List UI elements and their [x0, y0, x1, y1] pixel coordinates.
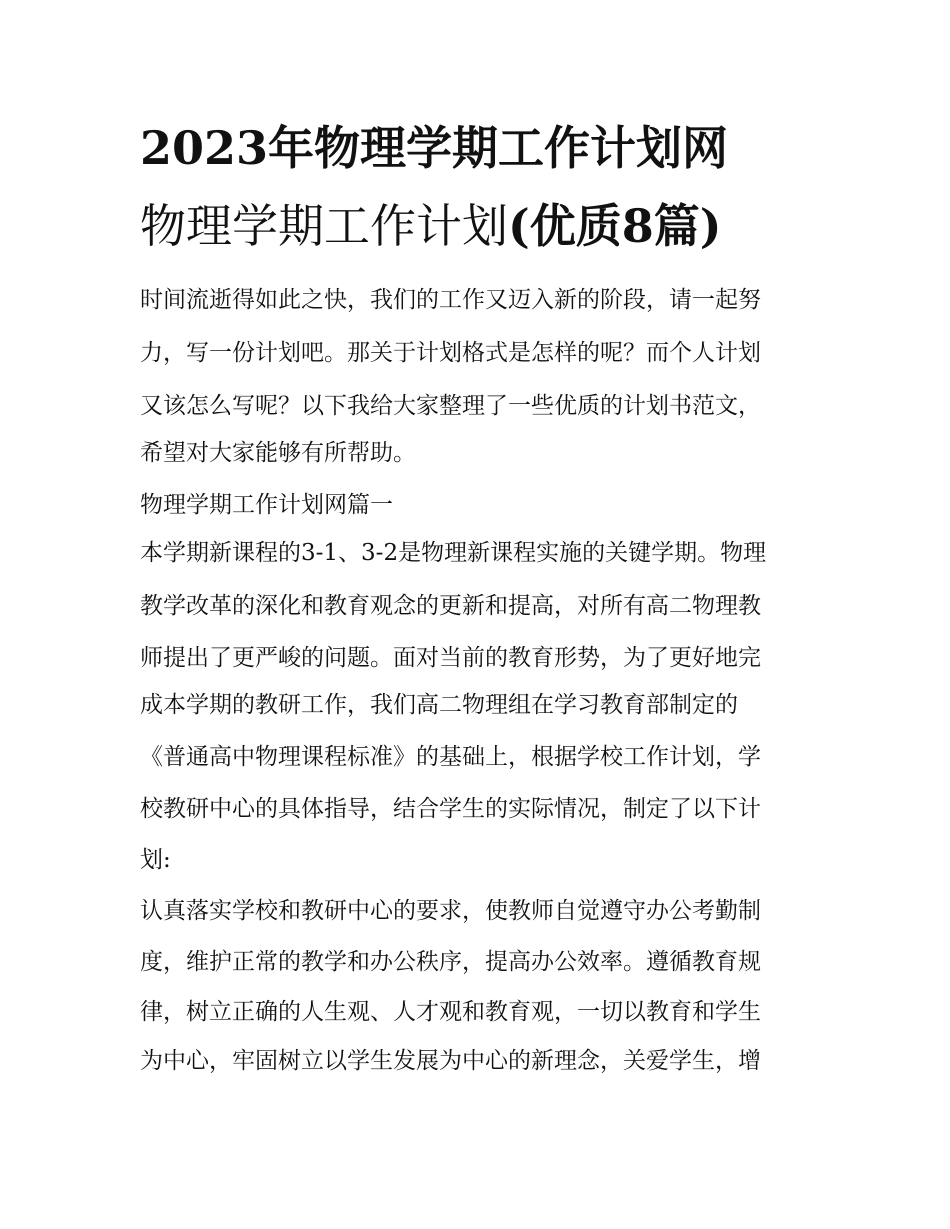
- title-line-2-suffix: (优质8篇): [508, 199, 722, 253]
- paragraph-1-line: 《普通高中物理课程标准》的基础上，根据学校工作计划，学: [140, 744, 761, 770]
- paragraph-1-line: 成本学期的教研工作，我们高二物理组在学习教育部制定的: [140, 692, 738, 718]
- intro-line: 又该怎么写呢？以下我给大家整理了一些优质的计划书范文，: [140, 393, 761, 419]
- paragraph-2-line: 认真落实学校和教研中心的要求，使教师自觉遵守办公考勤制: [140, 898, 761, 924]
- paragraph-1-line: 本学期新课程的3-1、3-2是物理新课程实施的关键学期。物理: [140, 540, 767, 566]
- title-line-2-text: 物理学期工作计划: [140, 199, 508, 253]
- paragraph-2-line: 度，维护正常的教学和办公秩序，提高办公效率。遵循教育规: [140, 949, 761, 975]
- intro-line: 力，写一份计划吧。那关于计划格式是怎样的呢？而个人计划: [140, 340, 761, 366]
- paragraph-1-line: 师提出了更严峻的问题。面对当前的教育形势，为了更好地完: [140, 645, 761, 671]
- paragraph-1-line: 教学改革的深化和教育观念的更新和提高，对所有高二物理教: [140, 593, 761, 619]
- intro-line: 时间流逝得如此之快，我们的工作又迈入新的阶段，请一起努: [140, 287, 761, 313]
- paragraph-1-line: 划:: [140, 847, 171, 873]
- paragraph-1-line: 校教研中心的具体指导，结合学生的实际情况，制定了以下计: [140, 796, 761, 822]
- document-title-line-1: 2023年物理学期工作计划网: [140, 121, 729, 175]
- section-heading: 物理学期工作计划网篇一: [140, 492, 393, 518]
- paragraph-2-line: 律，树立正确的人生观、人才观和教育观，一切以教育和学生: [140, 999, 761, 1025]
- intro-line: 希望对大家能够有所帮助。: [140, 440, 416, 466]
- document-title-line-2: [140, 198, 820, 254]
- paragraph-2-line: 为中心，牢固树立以学生发展为中心的新理念，关爱学生，增: [140, 1048, 761, 1074]
